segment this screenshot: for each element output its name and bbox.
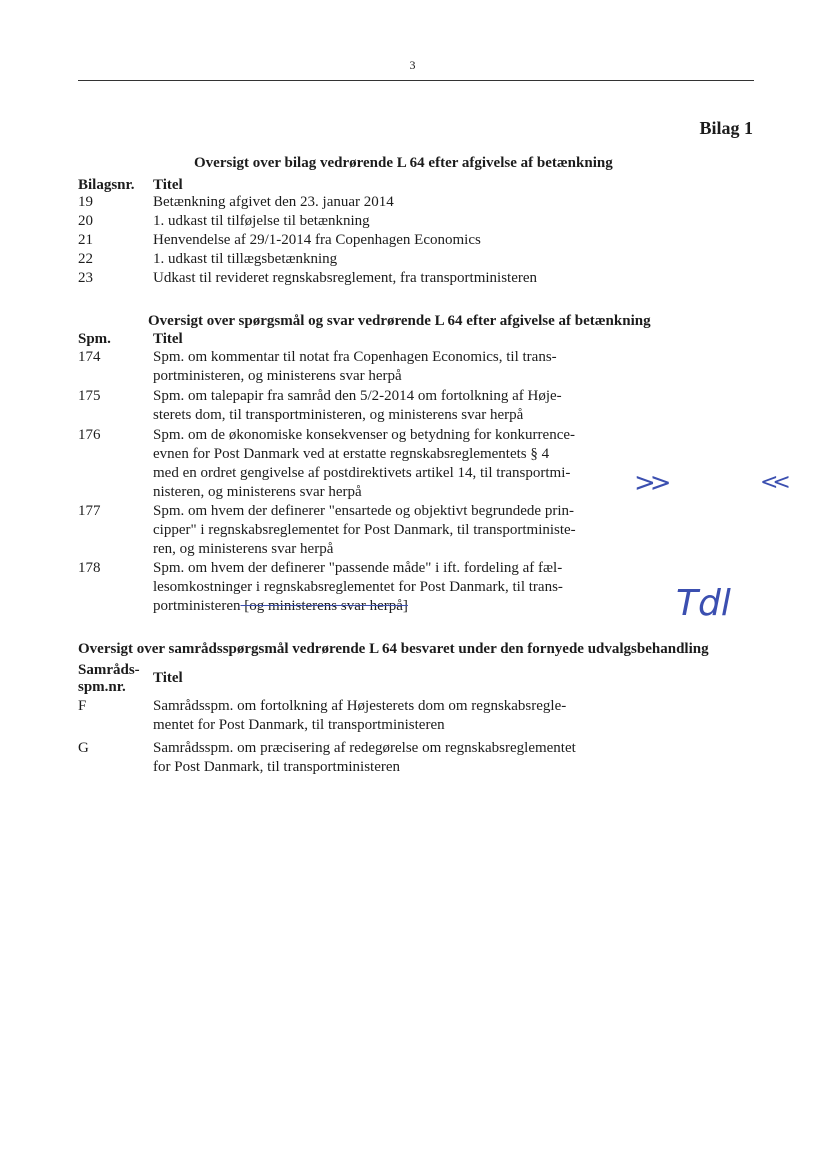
row-number: 23 [78,270,93,286]
row-title: Betænkning afgivet den 23. januar 2014 [153,194,394,210]
row-title: Samrådsspm. om fortolkning af Højesterets dom om regnskabsregle- mentet for Post Danmark, til transportministeren [153,698,567,733]
section2-col-nr-header: Spm. [78,331,111,347]
section2-heading: Oversigt over spørgsmål og svar vedrørende L 64 efter afgivelse af betænkning [148,313,651,329]
section3-col-title-header: Titel [153,670,183,686]
header-rule [78,80,754,81]
section3-col-nr-header: Samråds- spm.nr. [78,662,140,695]
bilag-label: Bilag 1 [699,118,753,138]
row-title: Spm. om hvem der definerer "ensartede og objektivt begrundede prin- cipper" i regnskabsreglementet for Post Danmark, til transportministe- ren, og ministerens svar herpå [153,503,576,557]
row-number: 177 [78,503,101,519]
row-number: 20 [78,213,93,229]
row-number: G [78,740,89,756]
handwritten-mark-left: << [760,470,785,495]
page-number: 3 [409,58,416,72]
handwritten-mark-right: >> [634,468,666,498]
row-title: Spm. om de økonomiske konsekvenser og betydning for konkurrence- evnen for Post Danmark ved at erstatte regnskabsreglementets § 4 med en ordret gengivelse af postdirektivets artikel 14, til transportmi- nisteren, og ministerens svar herpå [153,427,575,500]
row-title: Udkast til revideret regnskabsreglement, fra transportministeren [153,270,538,286]
section1-col-nr-header: Bilagsnr. [78,177,135,193]
section3-heading: Oversigt over samrådsspørgsmål vedrørende L 64 besvaret under den fornyede udvalgsbehandling [78,641,709,657]
section1-heading: Oversigt over bilag vedrørende L 64 efter afgivelse af betænkning [194,155,613,171]
row-title: Henvendelse af 29/1-2014 fra Copenhagen Economics [153,232,481,248]
row-title: 1. udkast til tilføjelse til betænkning [153,213,370,229]
row-number: 178 [78,560,101,576]
row-title: Samrådsspm. om præcisering af redegørelse om regnskabsreglementet for Post Danmark, til transportministeren [153,740,576,775]
row-title-text: Spm. om hvem der definerer "passende måde" i ift. fordeling af fæl- lesomkostninger i regnskabsreglementet for Post Danmark, til trans- portministeren [153,560,563,614]
section1-col-title-header: Titel [153,177,183,193]
handwritten-initials: Tdl [676,583,731,624]
row-number: F [78,698,87,714]
row-number: 22 [78,251,93,267]
row-number: 19 [78,194,93,210]
row-title: Spm. om kommentar til notat fra Copenhagen Economics, til trans- portministeren, og ministerens svar herpå [153,349,557,384]
row-title: Spm. om talepapir fra samråd den 5/2-2014 om fortolkning af Høje- sterets dom, til transportministeren, og ministerens svar herpå [153,388,562,423]
row-number: 175 [78,388,101,404]
struck-text: [og ministerens svar herpå] [240,598,408,614]
row-title [153,559,563,616]
row-number: 21 [78,232,93,248]
section2-col-title-header: Titel [153,331,183,347]
row-title: 1. udkast til tillægsbetænkning [153,251,338,267]
row-number: 176 [78,427,101,443]
row-number: 174 [78,349,101,365]
